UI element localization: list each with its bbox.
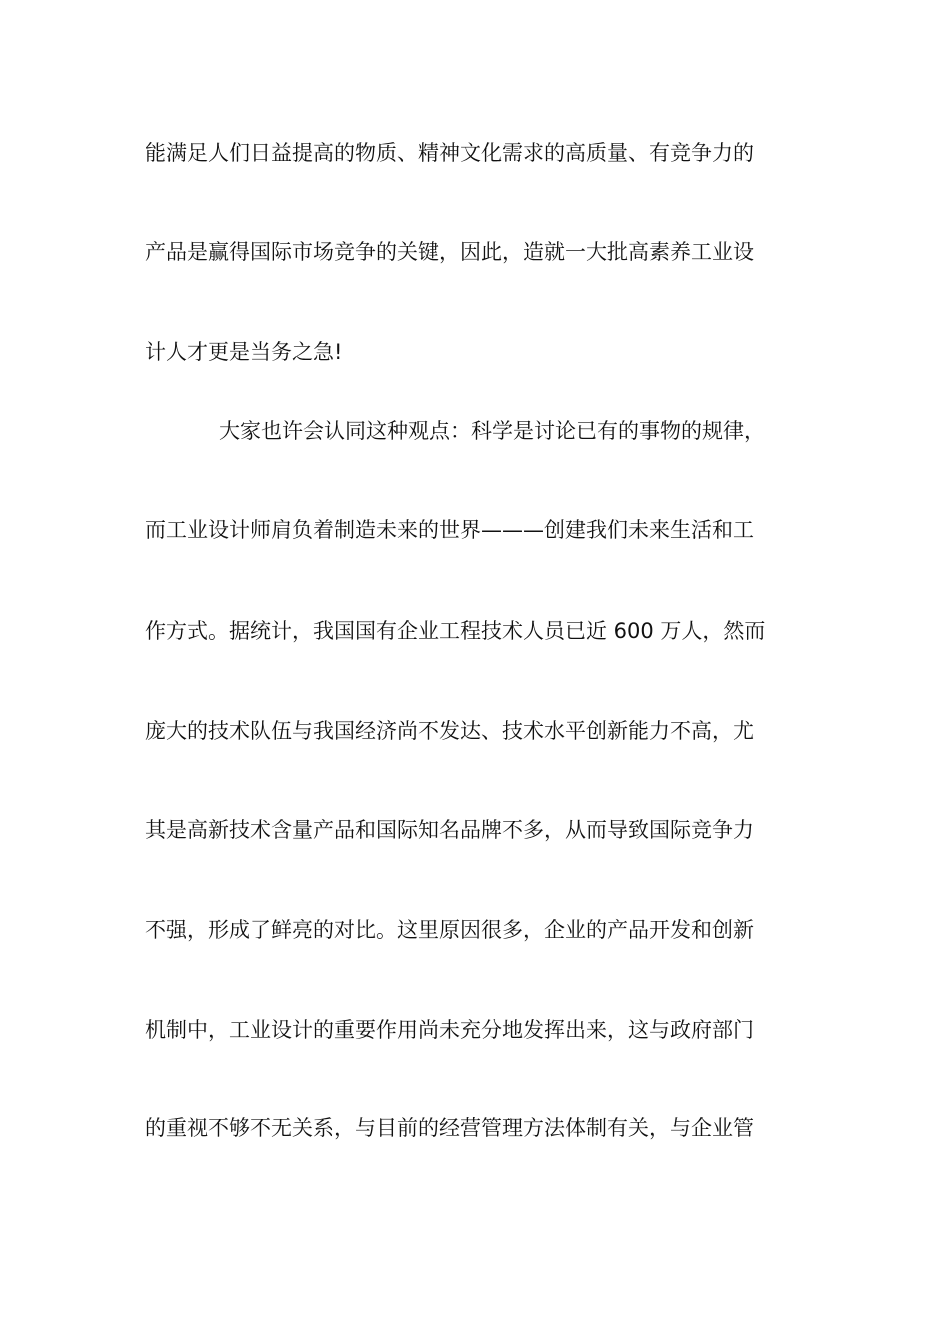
text-line-2: 产品是赢得国际市场竞争的关键，因此，造就一大批高素养工业设 — [145, 240, 754, 264]
text-line-6: 作方式。据统计，我国国有企业工程技术人员已近 600 万人，然而 — [145, 619, 766, 643]
text-line-3: 计人才更是当务之急! — [145, 340, 343, 364]
text-line-1: 能满足人们日益提高的物质、精神文化需求的高质量、有竞争力的 — [145, 141, 754, 165]
text-line-5: 而工业设计师肩负着制造未来的世界———创建我们未来生活和工 — [145, 518, 754, 542]
text-line-8: 其是高新技术含量产品和国际知名品牌不多，从而导致国际竞争力 — [145, 818, 754, 842]
text-line-4-paragraph-start: 大家也许会认同这种观点：科学是讨论已有的事物的规律， — [219, 419, 765, 443]
text-line-10: 机制中，工业设计的重要作用尚未充分地发挥出来，这与政府部门 — [145, 1018, 754, 1042]
text-line-11: 的重视不够不无关系，与目前的经营管理方法体制有关，与企业管 — [145, 1116, 754, 1140]
text-line-7: 庞大的技术队伍与我国经济尚不发达、技术水平创新能力不高，尤 — [145, 719, 754, 743]
text-line-9: 不强，形成了鲜亮的对比。这里原因很多，企业的产品开发和创新 — [145, 918, 754, 942]
